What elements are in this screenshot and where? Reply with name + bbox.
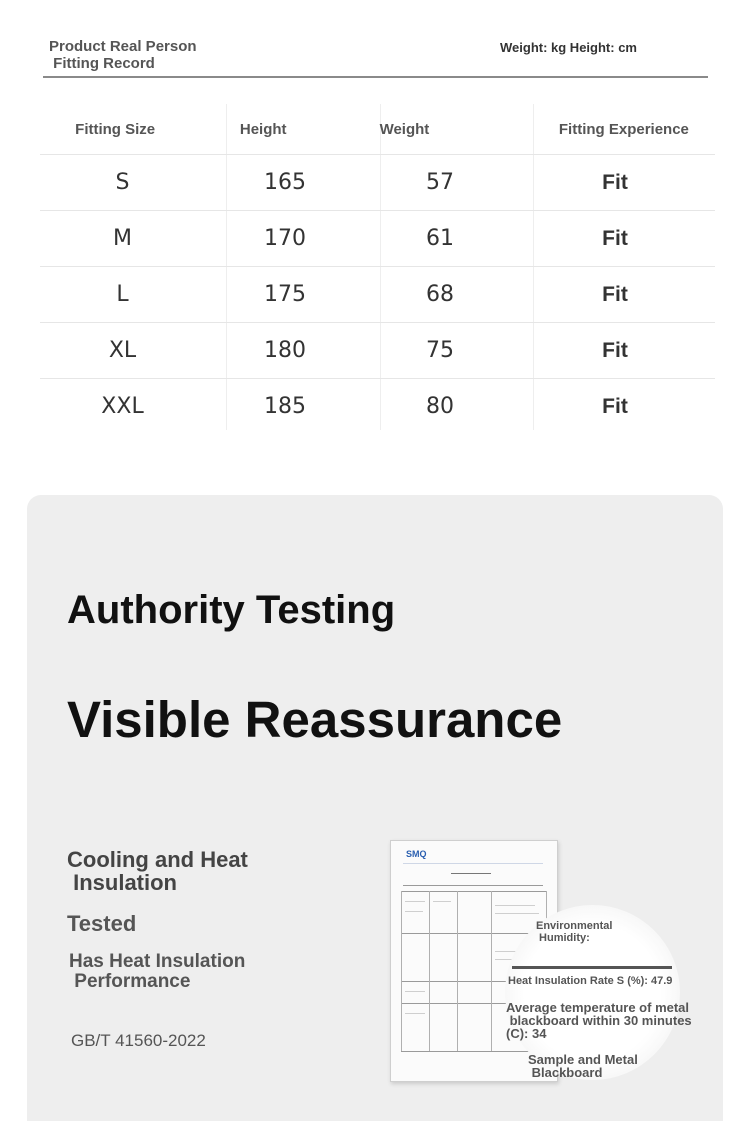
table-header (40, 104, 715, 154)
experience-cell: Fit (602, 282, 628, 306)
feature-tested: Tested (67, 911, 137, 936)
height-cell: 175 (264, 282, 306, 307)
table-row (40, 378, 715, 434)
env-humidity-label: Environmental Humidity: (536, 920, 613, 944)
col-height: Height (239, 120, 287, 138)
experience-cell: Fit (602, 226, 628, 250)
col-fitting-size: Fitting Size (75, 120, 156, 138)
col-weight: Weight (379, 120, 430, 138)
report-brand-logo: SMQ (406, 849, 427, 859)
weight-cell: 80 (426, 394, 454, 419)
testing-subtitle: Visible Reassurance (67, 691, 563, 748)
size-table (40, 104, 715, 434)
size-cell: M (113, 226, 132, 251)
size-cell: XL (108, 338, 137, 363)
standard-code: GB/T 41560-2022 (71, 1031, 206, 1050)
weight-cell: 61 (426, 226, 454, 251)
experience-cell: Fit (602, 394, 628, 418)
testing-title: Authority Testing (67, 588, 396, 632)
weight-cell: 68 (426, 282, 454, 307)
col-fitting-experience: Fitting Experience (558, 120, 689, 138)
height-cell: 185 (264, 394, 306, 419)
units-note: Weight: kg Height: cm (500, 40, 637, 55)
insulation-rate-label: Heat Insulation Rate S (%): 47.9 (508, 975, 673, 987)
size-cell: XXL (101, 394, 144, 419)
size-cell: S (115, 170, 130, 195)
weight-cell: 57 (426, 170, 454, 195)
table-row (40, 322, 715, 378)
feature-performance: Has Heat Insulation Performance (69, 951, 246, 992)
experience-cell: Fit (602, 338, 628, 362)
height-cell: 180 (264, 338, 306, 363)
table-row (40, 266, 715, 322)
table-row (40, 154, 715, 210)
height-cell: 170 (264, 226, 306, 251)
weight-cell: 75 (426, 338, 454, 363)
avg-temp-label: Average temperature of metal blackboard within 30 minutes (C): 34 (506, 1000, 692, 1041)
table-row (40, 210, 715, 266)
size-cell: L (116, 282, 129, 307)
height-cell: 165 (264, 170, 306, 195)
experience-cell: Fit (602, 170, 628, 194)
sample-label: Sample and Metal Blackboard (528, 1052, 638, 1080)
header-divider (43, 76, 708, 78)
highlight-line (512, 966, 672, 969)
feature-cooling: Cooling and Heat Insulation (67, 847, 248, 895)
fitting-record-title: Product Real Person Fitting Record (49, 38, 197, 72)
